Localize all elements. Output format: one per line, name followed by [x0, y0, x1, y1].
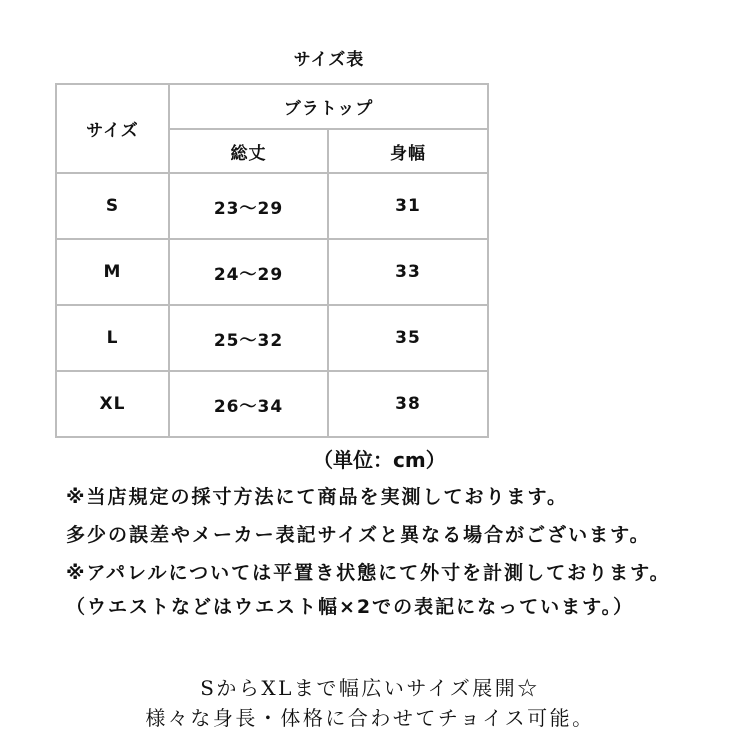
cell-length: 26〜34 — [169, 371, 328, 437]
header-product-group: ブラトップ — [169, 84, 488, 129]
note-line: ※当店規定の採寸方法にて商品を実測しております。 — [66, 486, 568, 508]
note-line: 多少の誤差やメーカー表記サイズと異なる場合がございます。 — [66, 524, 651, 546]
table-header-row — [56, 84, 488, 129]
cell-size: S — [56, 173, 169, 239]
header-length: 総丈 — [169, 129, 328, 173]
cell-size: M — [56, 239, 169, 305]
cell-width: 38 — [328, 371, 488, 437]
cell-length: 24〜29 — [169, 239, 328, 305]
table-row — [56, 239, 488, 305]
table-row — [56, 371, 488, 437]
table-row — [56, 173, 488, 239]
cell-width: 31 — [328, 173, 488, 239]
cell-length: 25〜32 — [169, 305, 328, 371]
cell-length: 23〜29 — [169, 173, 328, 239]
size-chart-title: サイズ表 — [293, 50, 365, 70]
note-line: （ウエストなどはウエスト幅×2での表記になっています。） — [66, 596, 635, 618]
cell-size: L — [56, 305, 169, 371]
cell-width: 35 — [328, 305, 488, 371]
tagline-line: SからXLまで幅広いサイズ展開☆ — [200, 676, 540, 700]
cell-size: XL — [56, 371, 169, 437]
header-width: 身幅 — [328, 129, 488, 173]
note-line: ※アパレルについては平置き状態にて外寸を計測しております。 — [66, 562, 671, 584]
cell-width: 33 — [328, 239, 488, 305]
unit-note: （単位：cm） — [313, 448, 446, 472]
size-table — [55, 83, 489, 438]
table-row — [56, 305, 488, 371]
header-size: サイズ — [56, 84, 169, 173]
tagline-line: 様々な身長・体格に合わせてチョイス可能。 — [145, 706, 595, 730]
